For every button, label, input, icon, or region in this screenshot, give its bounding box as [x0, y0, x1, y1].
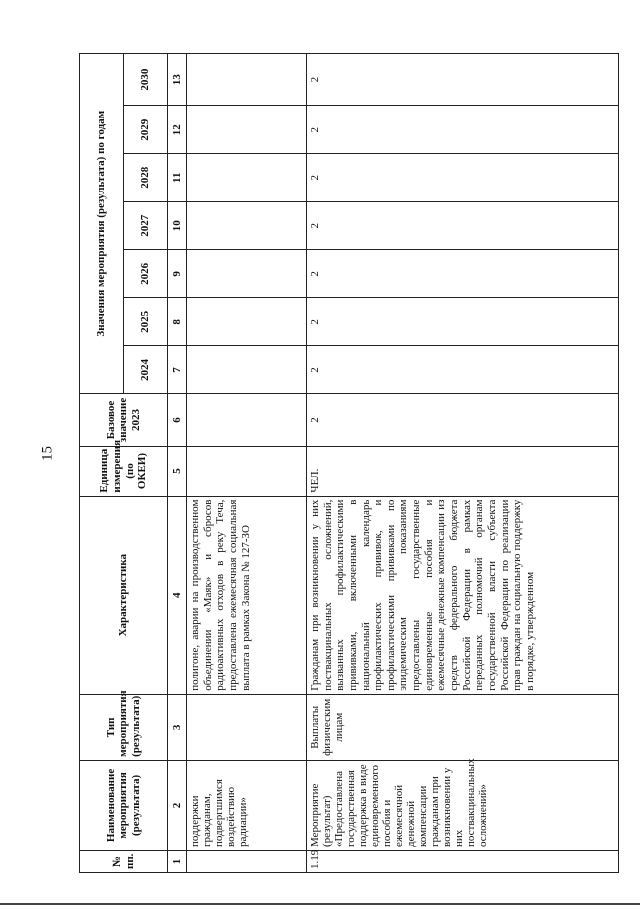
- row-year-value: [187, 346, 307, 394]
- row-num: 1.19: [307, 850, 619, 872]
- header-year: 2028: [124, 154, 168, 202]
- row-base-value: 2: [307, 394, 619, 446]
- row-year-value: [187, 106, 307, 154]
- column-number: 6: [168, 394, 187, 446]
- row-unit: [187, 446, 307, 496]
- header-year: 2026: [124, 250, 168, 298]
- row-name: поддержки гражданам, подвергшимся воздействию радиации»: [187, 760, 307, 850]
- header-year: 2029: [124, 106, 168, 154]
- row-characteristic: Гражданам при возникновении у них поствакцинальных осложнений, вызванных профилактическими прививками, включенными в национальный календарь профилактических прививок, и профилактическими прививками по эпидемическим показаниям предоставлены государственные единовременные пособия и ежемесячные денежные компенсации из средств федерального бюджета Российской Федерации в рамках переданных полномочий органам государственной власти субъекта Российской Федерации по реализации прав граждан на социальную поддержку в порядке, утвержденном: [307, 496, 619, 694]
- row-num: [187, 850, 307, 872]
- activities-table: [79, 53, 619, 873]
- header-type: Тип мероприятия (результата): [80, 694, 168, 760]
- row-year-value: [187, 154, 307, 202]
- row-type: Выплаты физическим лицам: [307, 694, 619, 760]
- header-year: 2025: [124, 298, 168, 346]
- column-number: 13: [168, 54, 187, 106]
- row-type: [187, 694, 307, 760]
- row-year-value: 2: [307, 154, 619, 202]
- header-year: 2024: [124, 346, 168, 394]
- row-year-value: 2: [307, 298, 619, 346]
- row-year-value: [187, 298, 307, 346]
- row-unit: ЧЕЛ.: [307, 446, 619, 496]
- header-year: 2027: [124, 202, 168, 250]
- header-unit: Единица измерения (по ОКЕИ): [80, 446, 168, 496]
- column-number: 5: [168, 446, 187, 496]
- column-number: 3: [168, 694, 187, 760]
- row-name: Мероприятие (результат) «Предоставлена государственная поддержка в виде единовременного пособия и ежемесячной денежной компенсации гражданам при возникновении у них поствакцинальных осложнений»: [307, 760, 619, 850]
- header-base-value: Базовое значение 2023: [80, 394, 168, 446]
- column-number: 7: [168, 346, 187, 394]
- column-number: 10: [168, 202, 187, 250]
- table-row: [187, 54, 307, 873]
- header-num: № пп.: [80, 850, 168, 872]
- table-row: [307, 54, 619, 873]
- rotated-table-container: [79, 53, 619, 873]
- row-year-value: 2: [307, 250, 619, 298]
- column-number: 12: [168, 106, 187, 154]
- row-characteristic: полигоне, аварии на производственном объединении «Маяк» и сбросов радиоактивных отходов в реку Теча, предоставлена ежемесячная социальная выплата в рамках Закона № 127-ЗО: [187, 496, 307, 694]
- page-number: 15: [39, 446, 56, 461]
- header-year: 2030: [124, 54, 168, 106]
- row-year-value: [187, 202, 307, 250]
- header-values-by-year: Значения мероприятия (результата) по годам: [80, 54, 124, 394]
- row-year-value: [187, 250, 307, 298]
- column-number: 1: [168, 850, 187, 872]
- row-year-value: 2: [307, 202, 619, 250]
- column-number: 8: [168, 298, 187, 346]
- header-name: Наименование мероприятия (результата): [80, 760, 168, 850]
- bottom-border-line: [0, 903, 640, 905]
- row-year-value: [187, 54, 307, 106]
- row-year-value: 2: [307, 346, 619, 394]
- row-base-value: [187, 394, 307, 446]
- header-characteristic: Характеристика: [80, 496, 168, 694]
- row-year-value: 2: [307, 106, 619, 154]
- column-number: 11: [168, 154, 187, 202]
- column-number: 9: [168, 250, 187, 298]
- column-number: 2: [168, 760, 187, 850]
- row-year-value: 2: [307, 54, 619, 106]
- column-number: 4: [168, 496, 187, 694]
